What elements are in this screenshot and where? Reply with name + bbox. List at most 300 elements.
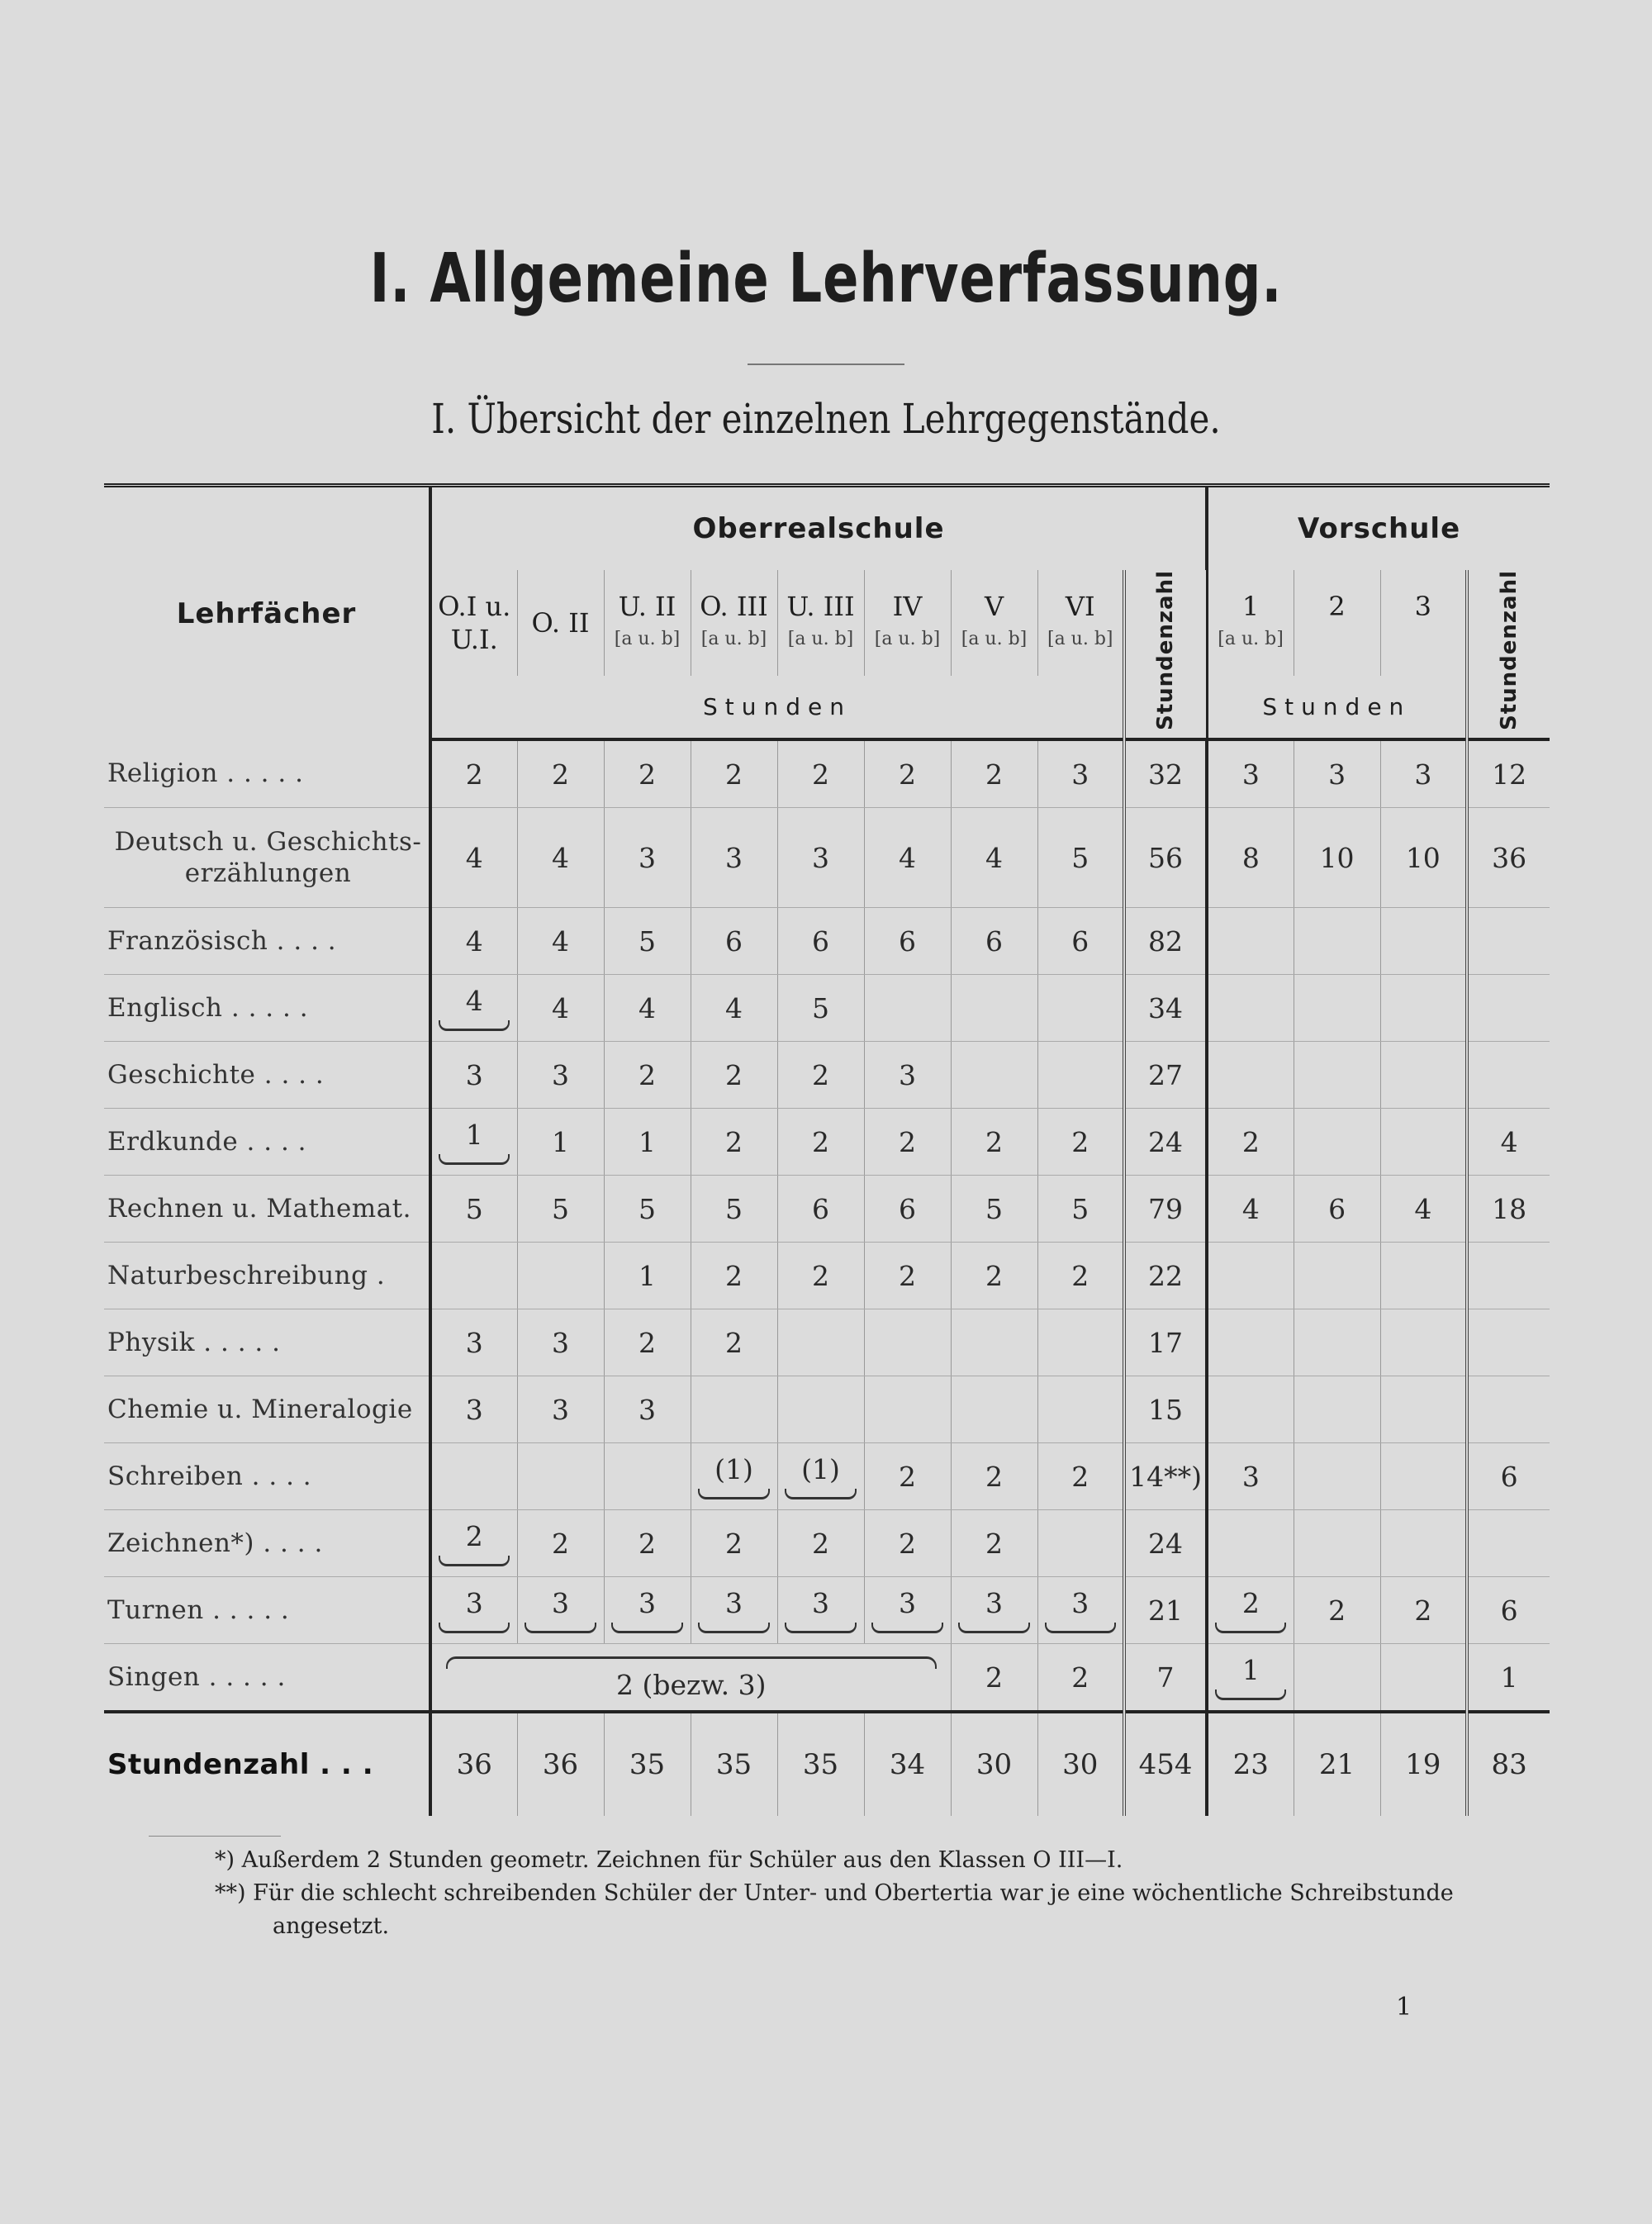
cell-oi xyxy=(430,1042,517,1109)
brace-mark xyxy=(871,1623,943,1633)
cell-value: 6 xyxy=(812,1192,829,1225)
cell-value: 6 xyxy=(1328,1192,1346,1225)
footnotes xyxy=(215,1844,1569,1943)
cell-iv xyxy=(864,1042,951,1109)
cell-value: 6 xyxy=(899,1192,916,1225)
cell-v3 xyxy=(1380,1644,1467,1713)
cell-value: 1 xyxy=(638,1259,656,1292)
cell-v xyxy=(951,1577,1037,1644)
cell-value: 10 xyxy=(1405,841,1441,874)
footnote-1: *) Außerdem 2 Stunden geometr. Zeichnen für Schüler aus den Klassen O III—I. xyxy=(215,1847,1123,1873)
subject-label: Französisch . . . . xyxy=(104,908,430,975)
cell-oi xyxy=(430,1376,517,1443)
col-vorschule-1 xyxy=(1207,570,1294,676)
stundenzahl-vertical-label: Stundenzahl xyxy=(1497,570,1522,731)
cell-vi xyxy=(1037,1443,1124,1510)
cell-value: 5 xyxy=(1071,841,1089,874)
cell-total xyxy=(1124,1443,1207,1510)
cell-uiii xyxy=(777,1443,864,1510)
col-iv xyxy=(864,570,951,676)
cell-v2 xyxy=(1294,1443,1380,1510)
cell-value: 2 xyxy=(1241,1125,1260,1158)
cell-total xyxy=(1124,1712,1207,1816)
brace-mark xyxy=(785,1489,857,1499)
col-oiii xyxy=(691,570,777,676)
col-vorschule-stundenzahl xyxy=(1467,570,1550,739)
cell-v2 xyxy=(1294,1577,1380,1644)
cell-v1 xyxy=(1207,1376,1294,1443)
cell-oi xyxy=(430,975,517,1042)
cell-oiii xyxy=(691,739,777,808)
subject-label: Englisch . . . . . xyxy=(104,975,430,1042)
cell-value: 7 xyxy=(1156,1661,1175,1694)
cell-oii xyxy=(517,1309,604,1376)
cell-v2 xyxy=(1294,1176,1380,1243)
cell-value: 1 xyxy=(638,1125,656,1158)
table-row xyxy=(104,908,1550,975)
cell-v3 xyxy=(1380,1376,1467,1443)
cell-iv xyxy=(864,908,951,975)
cell-uiii xyxy=(777,1510,864,1577)
lehrplan-table-container xyxy=(104,483,1550,1826)
cell-value: 2 xyxy=(985,1661,1003,1694)
stunden-label-oberrealschule: Stunden xyxy=(430,676,1124,739)
cell-value: 12 xyxy=(1492,758,1527,791)
cell-value: 10 xyxy=(1319,841,1355,874)
cell-value: 5 xyxy=(812,991,829,1024)
col-stundenzahl xyxy=(1124,570,1207,739)
cell-v xyxy=(951,1309,1037,1376)
cell-value: 82 xyxy=(1148,924,1184,958)
cell-value: 454 xyxy=(1138,1748,1193,1782)
cell-uiii xyxy=(777,975,864,1042)
cell-vtotal xyxy=(1467,1376,1550,1443)
cell-oi xyxy=(430,739,517,808)
cell-value: 14**) xyxy=(1129,1460,1202,1493)
cell-uii xyxy=(604,1176,691,1243)
cell-value: 24 xyxy=(1148,1527,1184,1560)
cell-oii xyxy=(517,1712,604,1816)
cell-uiii xyxy=(777,1109,864,1176)
subject-label: Singen . . . . . xyxy=(104,1644,430,1713)
cell-v3 xyxy=(1380,975,1467,1042)
cell-total xyxy=(1124,1243,1207,1309)
col-v-label: V xyxy=(984,591,1004,623)
cell-value: 2 xyxy=(638,758,656,791)
stundenzahl-vertical-label: Stundenzahl xyxy=(1153,570,1179,731)
cell-value: 3 xyxy=(465,1326,483,1359)
table-row xyxy=(104,739,1550,808)
cell-value: 3 xyxy=(638,1587,656,1620)
cell-v3 xyxy=(1380,1042,1467,1109)
cell-uii xyxy=(604,1376,691,1443)
cell-oi xyxy=(430,1577,517,1644)
cell-v3 xyxy=(1380,1309,1467,1376)
cell-value: 2 xyxy=(812,1527,829,1560)
cell-value: 5 xyxy=(985,1192,1003,1225)
cell-uii xyxy=(604,1577,691,1644)
cell-v3 xyxy=(1380,1443,1467,1510)
table-row xyxy=(104,1243,1550,1309)
cell-oiii xyxy=(691,975,777,1042)
cell-iv xyxy=(864,1443,951,1510)
cell-oiii xyxy=(691,1712,777,1816)
brace-mark xyxy=(698,1489,770,1499)
col-vorschule-1-label: 1 xyxy=(1241,591,1260,623)
cell-value: 4 xyxy=(465,841,483,874)
col-v xyxy=(951,570,1037,676)
cell-value: 2 xyxy=(552,758,569,791)
cell-value: 19 xyxy=(1405,1748,1441,1782)
cell-value: 56 xyxy=(1148,841,1184,874)
cell-v xyxy=(951,908,1037,975)
cell-uii xyxy=(604,1712,691,1816)
brace-mark xyxy=(525,1623,596,1633)
cell-value: 2 xyxy=(899,1460,916,1493)
cell-oii xyxy=(517,1443,604,1510)
cell-iv xyxy=(864,1109,951,1176)
col-uii-label: U. II xyxy=(618,591,676,623)
subject-label: Naturbeschreibung . xyxy=(104,1243,430,1309)
cell-vi xyxy=(1037,1510,1124,1577)
cell-v3 xyxy=(1380,808,1467,908)
cell-value: 5 xyxy=(638,1192,656,1225)
cell-value: 4 xyxy=(465,985,483,1018)
subject-label: Physik . . . . . xyxy=(104,1309,430,1376)
cell-oii xyxy=(517,1176,604,1243)
cell-vtotal xyxy=(1467,1243,1550,1309)
cell-v xyxy=(951,1510,1037,1577)
cell-value: 21 xyxy=(1318,1748,1355,1782)
cell-v xyxy=(951,1109,1037,1176)
cell-value: 3 xyxy=(465,1058,483,1091)
cell-value: 3 xyxy=(899,1587,916,1620)
cell-uiii xyxy=(777,808,864,908)
cell-vtotal xyxy=(1467,1176,1550,1243)
cell-value: (1) xyxy=(714,1453,753,1486)
cell-value: 2 xyxy=(725,1058,743,1091)
cell-oiii xyxy=(691,808,777,908)
cell-v xyxy=(951,1376,1037,1443)
cell-value: 6 xyxy=(1071,924,1089,958)
cell-value: 35 xyxy=(802,1748,839,1782)
cell-value: 1 xyxy=(465,1119,483,1152)
cell-value: 3 xyxy=(1071,758,1089,791)
cell-v1 xyxy=(1207,1712,1294,1816)
cell-value: 3 xyxy=(985,1587,1003,1620)
cell-v xyxy=(951,975,1037,1042)
cell-vi xyxy=(1037,739,1124,808)
cell-value: 15 xyxy=(1148,1393,1184,1426)
page-title: I. Allgemeine Lehrverfassung. xyxy=(369,240,1283,318)
cell-vi xyxy=(1037,808,1124,908)
brace-mark xyxy=(439,1154,510,1165)
table-row xyxy=(104,1109,1550,1176)
ab-note: [a u. b] xyxy=(700,629,767,650)
cell-uii xyxy=(604,1443,691,1510)
cell-value: 3 xyxy=(1241,1460,1260,1493)
cell-value: 6 xyxy=(899,924,916,958)
cell-total xyxy=(1124,1644,1207,1713)
cell-value: 4 xyxy=(1500,1125,1518,1158)
cell-value: 4 xyxy=(552,991,569,1024)
cell-v3 xyxy=(1380,1109,1467,1176)
cell-value: 2 xyxy=(899,1527,916,1560)
cell-oiii xyxy=(691,908,777,975)
cell-value: 3 xyxy=(1414,758,1432,791)
cell-oi xyxy=(430,1176,517,1243)
cell-value: 2 xyxy=(1071,1460,1089,1493)
cell-v xyxy=(951,1243,1037,1309)
cell-uiii xyxy=(777,1577,864,1644)
cell-value: 4 xyxy=(985,841,1003,874)
table-row xyxy=(104,1042,1550,1109)
brace-mark xyxy=(611,1623,683,1633)
cell-v1 xyxy=(1207,808,1294,908)
cell-value: 4 xyxy=(552,841,569,874)
ab-note: [a u. b] xyxy=(614,629,681,650)
cell-value: 2 xyxy=(985,1259,1003,1292)
cell-v2 xyxy=(1294,908,1380,975)
cell-iv xyxy=(864,1510,951,1577)
brace-mark xyxy=(439,1623,510,1633)
cell-value: 2 xyxy=(638,1058,656,1091)
cell-value: 4 xyxy=(725,991,743,1024)
table-row xyxy=(104,1510,1550,1577)
cell-oi xyxy=(430,1109,517,1176)
cell-value: 2 xyxy=(1328,1594,1346,1627)
cell-oi xyxy=(430,1309,517,1376)
cell-v3 xyxy=(1380,1510,1467,1577)
cell-value: 18 xyxy=(1492,1192,1527,1225)
brace-mark xyxy=(439,1556,510,1566)
cell-vtotal xyxy=(1467,1644,1550,1713)
cell-value: 2 xyxy=(725,1527,743,1560)
cell-v xyxy=(951,1644,1037,1713)
brace-mark xyxy=(1215,1689,1286,1700)
cell-total xyxy=(1124,1577,1207,1644)
table-row xyxy=(104,1443,1550,1510)
col-oii-label: O. II xyxy=(531,607,590,639)
cell-value: 3 xyxy=(899,1058,916,1091)
cell-value: 24 xyxy=(1148,1125,1184,1158)
cell-total xyxy=(1124,1309,1207,1376)
cell-vtotal xyxy=(1467,808,1550,908)
cell-value: 3 xyxy=(812,1587,829,1620)
cell-oii xyxy=(517,1109,604,1176)
cell-value: 17 xyxy=(1148,1326,1184,1359)
cell-oii xyxy=(517,1042,604,1109)
cell-value: 2 xyxy=(1071,1661,1089,1694)
cell-value: 2 xyxy=(899,1125,916,1158)
oberrealschule-header: Oberrealschule xyxy=(430,486,1207,571)
cell-oii xyxy=(517,739,604,808)
cell-v xyxy=(951,1712,1037,1816)
cell-value: 5 xyxy=(552,1192,569,1225)
footnote-2-line2: angesetzt. xyxy=(273,1913,390,1939)
table-row-singen xyxy=(104,1644,1550,1713)
cell-v3 xyxy=(1380,1243,1467,1309)
cell-value: 4 xyxy=(1241,1192,1260,1225)
cell-oii xyxy=(517,1577,604,1644)
col-vorschule-2 xyxy=(1294,570,1380,676)
col-iv-label: IV xyxy=(892,591,923,623)
cell-v3 xyxy=(1380,739,1467,808)
cell-value: 2 xyxy=(985,1527,1003,1560)
col-oi-ui-label: O.I u. U.I. xyxy=(438,591,511,656)
cell-oi xyxy=(430,908,517,975)
subject-label: Rechnen u. Mathemat. xyxy=(104,1176,430,1243)
table-body xyxy=(104,739,1550,1816)
cell-value: 27 xyxy=(1148,1058,1184,1091)
cell-v3 xyxy=(1380,1712,1467,1816)
cell-v xyxy=(951,808,1037,908)
brace-mark xyxy=(1045,1623,1116,1633)
cell-value: 2 (bezw. 3) xyxy=(615,1669,767,1702)
cell-value: 36 xyxy=(542,1748,579,1782)
cell-value: 30 xyxy=(976,1748,1013,1782)
ab-note: [a u. b] xyxy=(787,629,854,650)
col-vorschule-3-label: 3 xyxy=(1414,591,1431,623)
col-vorschule-3 xyxy=(1380,570,1467,676)
cell-iv xyxy=(864,739,951,808)
cell-uii xyxy=(604,1309,691,1376)
cell-uiii xyxy=(777,1042,864,1109)
cell-value: 2 xyxy=(899,758,916,791)
col-uii xyxy=(604,570,691,676)
cell-value: 2 xyxy=(552,1527,569,1560)
cell-total xyxy=(1124,908,1207,975)
cell-value: 22 xyxy=(1148,1259,1184,1292)
cell-v3 xyxy=(1380,908,1467,975)
cell-v xyxy=(951,1042,1037,1109)
cell-oii xyxy=(517,1376,604,1443)
cell-oi xyxy=(430,1443,517,1510)
cell-oii xyxy=(517,1243,604,1309)
table-row xyxy=(104,1176,1550,1243)
col-uiii xyxy=(777,570,864,676)
cell-vtotal xyxy=(1467,1309,1550,1376)
cell-value: 4 xyxy=(1414,1192,1432,1225)
cell-value: 2 xyxy=(985,1460,1003,1493)
cell-value: 3 xyxy=(1071,1587,1089,1620)
cell-value: 3 xyxy=(552,1326,569,1359)
cell-value: 79 xyxy=(1148,1192,1184,1225)
cell-oii xyxy=(517,1510,604,1577)
cell-vi xyxy=(1037,1644,1124,1713)
cell-oi xyxy=(430,1712,517,1816)
ab-note: [a u. b] xyxy=(874,629,941,650)
col-vi xyxy=(1037,570,1124,676)
table-row xyxy=(104,975,1550,1042)
cell-v1 xyxy=(1207,908,1294,975)
cell-value: 2 xyxy=(725,1259,743,1292)
cell-vtotal xyxy=(1467,1109,1550,1176)
cell-vi xyxy=(1037,908,1124,975)
cell-value: 83 xyxy=(1491,1748,1527,1782)
cell-value: 1 xyxy=(552,1125,569,1158)
cell-value: 1 xyxy=(1241,1654,1260,1687)
table-row xyxy=(104,1577,1550,1644)
cell-value: 35 xyxy=(715,1748,752,1782)
cell-oi xyxy=(430,808,517,908)
cell-vtotal xyxy=(1467,1510,1550,1577)
total-label: Stundenzahl . . . xyxy=(104,1712,430,1816)
cell-v2 xyxy=(1294,1644,1380,1713)
cell-oii xyxy=(517,975,604,1042)
cell-vi xyxy=(1037,975,1124,1042)
cell-uii xyxy=(604,1510,691,1577)
cell-iv xyxy=(864,1712,951,1816)
vorschule-header: Vorschule xyxy=(1298,512,1461,545)
cell-value: 36 xyxy=(456,1748,492,1782)
cell-value: 2 xyxy=(812,1259,829,1292)
brace-mark xyxy=(958,1623,1030,1633)
cell-iv xyxy=(864,1309,951,1376)
cell-v1 xyxy=(1207,1443,1294,1510)
cell-value: 5 xyxy=(465,1192,483,1225)
cell-v2 xyxy=(1294,1243,1380,1309)
cell-oiii xyxy=(691,1109,777,1176)
cell-value: 3 xyxy=(552,1393,569,1426)
title-divider xyxy=(748,364,904,365)
cell-v xyxy=(951,1443,1037,1510)
col-oii xyxy=(517,570,604,676)
cell-uiii xyxy=(777,739,864,808)
cell-value: 21 xyxy=(1148,1594,1184,1627)
cell-vtotal xyxy=(1467,1712,1550,1816)
cell-oiii xyxy=(691,1376,777,1443)
cell-total xyxy=(1124,1376,1207,1443)
cell-vi xyxy=(1037,1577,1124,1644)
cell-vi xyxy=(1037,1176,1124,1243)
cell-vtotal xyxy=(1467,1577,1550,1644)
cell-value: 3 xyxy=(725,841,743,874)
brace-mark xyxy=(1215,1623,1286,1633)
cell-value: 5 xyxy=(725,1192,743,1225)
cell-value: 4 xyxy=(899,841,916,874)
cell-vtotal xyxy=(1467,1042,1550,1109)
cell-uii xyxy=(604,1243,691,1309)
cell-value: 30 xyxy=(1062,1748,1099,1782)
cell-iv xyxy=(864,975,951,1042)
subject-label: Erdkunde . . . . xyxy=(104,1109,430,1176)
cell-value: 4 xyxy=(465,924,483,958)
cell-value: 6 xyxy=(985,924,1003,958)
cell-singen-combined xyxy=(430,1644,951,1713)
cell-v2 xyxy=(1294,975,1380,1042)
footnote-divider xyxy=(149,1836,281,1837)
cell-value: 3 xyxy=(812,841,829,874)
cell-oiii xyxy=(691,1042,777,1109)
cell-value: 36 xyxy=(1492,841,1527,874)
cell-iv xyxy=(864,808,951,908)
cell-uii xyxy=(604,908,691,975)
cell-value: 23 xyxy=(1232,1748,1269,1782)
cell-value: 2 xyxy=(1241,1587,1260,1620)
cell-v1 xyxy=(1207,1644,1294,1713)
cell-total xyxy=(1124,1176,1207,1243)
cell-v2 xyxy=(1294,1309,1380,1376)
cell-v2 xyxy=(1294,808,1380,908)
cell-oiii xyxy=(691,1510,777,1577)
col-vorschule-2-label: 2 xyxy=(1328,591,1346,623)
cell-value: 34 xyxy=(889,1748,926,1782)
cell-vi xyxy=(1037,1042,1124,1109)
cell-value: 3 xyxy=(465,1587,483,1620)
cell-total xyxy=(1124,808,1207,908)
cell-value: 3 xyxy=(725,1587,743,1620)
